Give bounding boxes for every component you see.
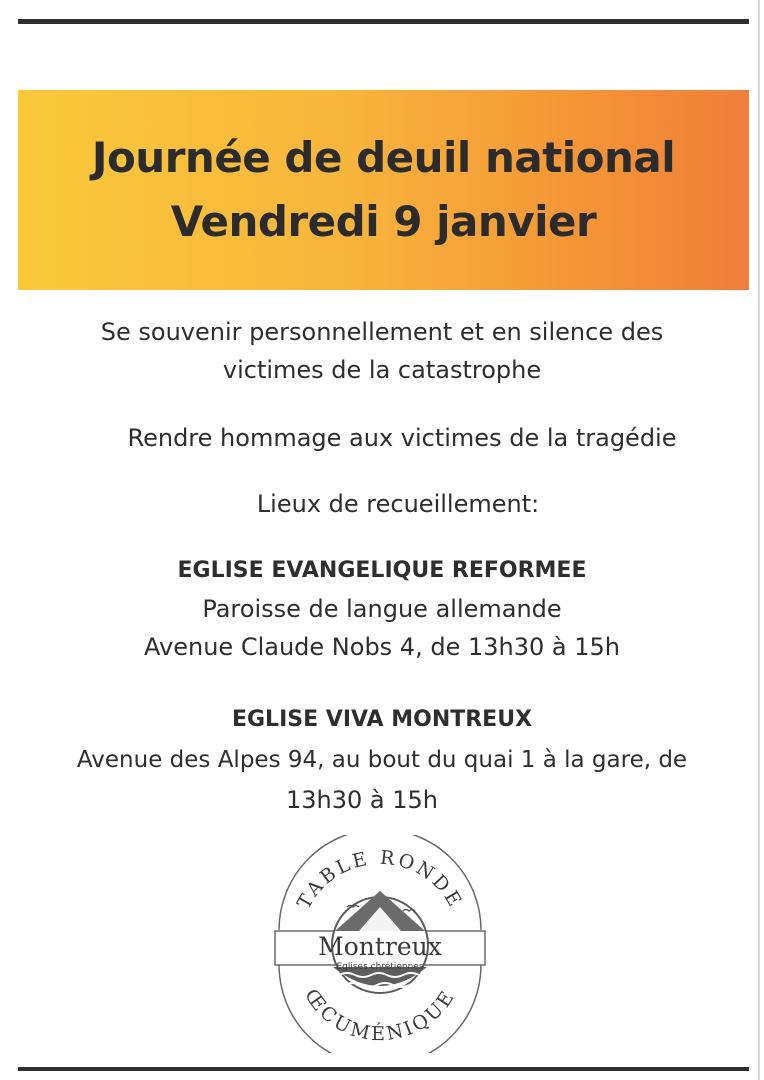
scan-edge: [758, 0, 760, 1080]
logo-arc-bottom-text: ŒCUMÉNIQUE: [299, 984, 460, 1046]
bottom-divider: [18, 1067, 749, 1071]
location-1-detail-2: Avenue Claude Nobs 4, de 13h30 à 15h: [144, 633, 620, 661]
location-2-name: EGLISE VIVA MONTREUX: [231, 707, 533, 732]
intro-line-3: Rendre hommage aux victimes de la tragédie: [127, 424, 677, 452]
logo-city-text: Montreux: [318, 932, 442, 961]
top-divider: [18, 19, 749, 24]
logo-arc-top-text: TABLE RONDE: [292, 846, 467, 913]
title-banner: [18, 90, 749, 290]
banner-date: Vendredi 9 janvier: [170, 197, 597, 246]
places-heading: Lieux de recueillement:: [256, 490, 540, 518]
location-1-name: EGLISE EVANGELIQUE REFORMEE: [177, 558, 587, 583]
intro-line-2: victimes de la catastrophe: [222, 356, 542, 384]
logo-subtitle-text: Eglises chrétiennes: [336, 962, 424, 972]
intro-line-1: Se souvenir personnellement et en silence des: [100, 318, 664, 346]
table-ronde-logo: [273, 835, 487, 1053]
location-1-detail-1: Paroisse de langue allemande: [202, 595, 562, 623]
location-2-detail-1: Avenue des Alpes 94, au bout du quai 1 à la gare, de: [76, 747, 688, 773]
location-2-detail-2: 13h30 à 15h: [285, 786, 438, 814]
banner-title: Journée de deuil national: [91, 133, 676, 182]
